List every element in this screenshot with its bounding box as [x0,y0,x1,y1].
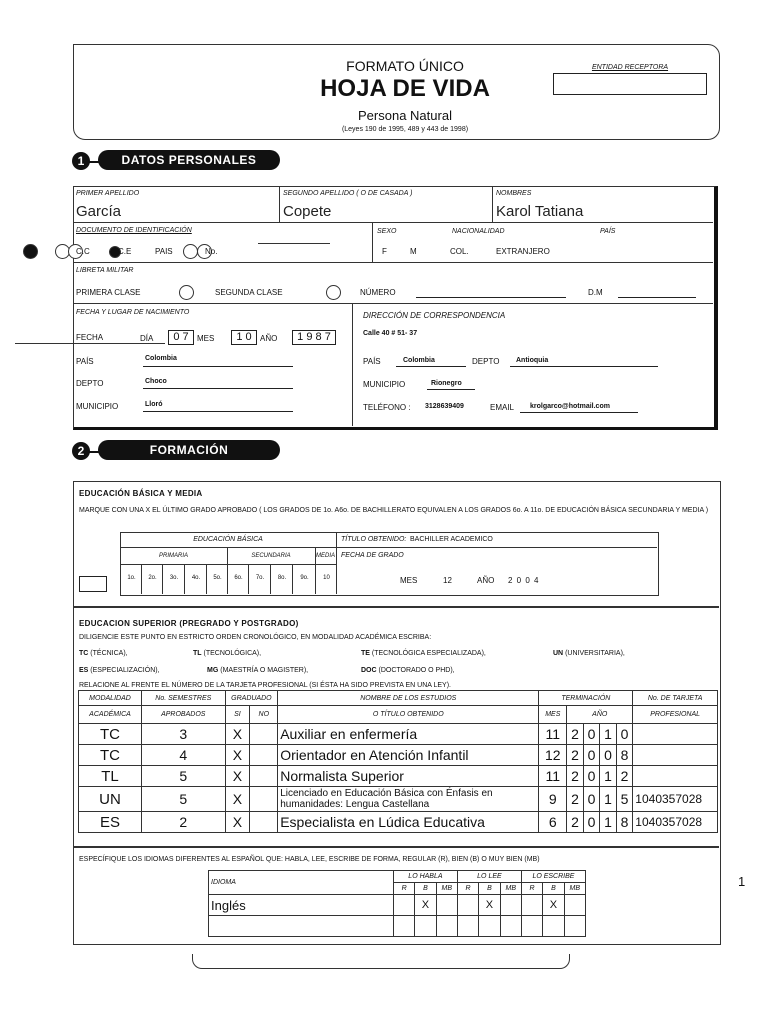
idioma-mark-cell[interactable]: X [543,895,564,916]
anio-4-cell[interactable]: 5 [616,787,633,812]
terminacion-mes-cell[interactable]: 12 [539,745,567,766]
nombre-estudios-cell[interactable]: Licenciado en Educación Básica con Énfasis en humanidades: Lengua Castellana [278,787,539,812]
lo-escribe: LO ESCRIBE [521,871,585,883]
anio-1-cell[interactable]: 2 [567,766,584,787]
depto-corr-line [510,366,658,367]
idioma-col: IDIOMA [209,871,394,895]
doc-ce-label: C.E [118,247,132,256]
doc-no-label: No. [205,247,218,256]
tarjeta-profesional-cell[interactable] [633,724,718,745]
terminacion-mes-cell[interactable]: 11 [539,724,567,745]
mod-un-desc: (UNIVERSITARIA), [565,650,625,657]
anio-4-cell[interactable]: 2 [616,766,633,787]
graduado-si-cell[interactable]: X [225,766,250,787]
mod-mg-desc: (MAESTRÍA O MAGISTER), [220,667,309,674]
mes-label: MES [197,334,215,343]
anio-3-cell[interactable]: 1 [600,787,617,812]
basica-instr: MARQUE CON UNA X EL ÚLTIMO GRADO APROBADO ( LOS GRADOS DE 1o. A6o. DE BACHILLERATO EQUIVALEN A LOS GRADOS 6o. A 11o. DE EDUCACIÓN BÁSICA SECUNDARIA Y MEDIA ) [79,507,709,514]
terminacion-mes-cell[interactable]: 11 [539,766,567,787]
formato-label: FORMATO ÚNICO [346,58,464,74]
idioma-mark-cell[interactable] [457,895,478,916]
section1-title: DATOS PERSONALES [98,150,280,170]
email-value[interactable]: krolgarco@hotmail.com [530,403,610,410]
section2-title: FORMACIÓN ACADÉMICA [98,440,280,460]
terminacion-mes-cell[interactable]: 9 [539,787,567,812]
divider [120,547,657,548]
grado-cell[interactable]: 8o. [270,564,293,594]
municipio-corr-value[interactable]: Rionegro [431,380,462,387]
municipio-nac-value[interactable]: Lloró [145,401,163,408]
anio-2-cell[interactable]: 0 [583,724,600,745]
graduado-no-cell[interactable] [250,745,278,766]
email-label: EMAIL [490,403,515,412]
mod-line-1 [79,650,709,657]
col-mes: MES [539,706,567,724]
idioma-mark-cell[interactable] [393,895,414,916]
graduado-no-cell[interactable] [250,724,278,745]
telefono-label: TELÉFONO : [363,403,411,412]
col-semestres: No. SEMESTRES [141,691,225,706]
semestres-cell[interactable]: 4 [141,745,225,766]
nombres-value[interactable]: Karol Tatiana [496,203,584,220]
anio-2-cell[interactable]: 0 [583,812,600,833]
dia-field[interactable]: 0 7 [168,330,194,345]
nac-extranjero[interactable]: EXTRANJERO [496,247,550,256]
telefono-value[interactable]: 3128639409 [425,403,464,410]
divider [73,606,719,608]
mod-cell[interactable]: TL [79,766,142,787]
mod-te: TE [361,650,370,657]
nombre-estudios-cell[interactable]: Normalista Superior [278,766,539,787]
escribe-mb: MB [564,883,585,895]
idioma-row-empty [209,916,586,937]
sexo-f[interactable]: F [382,247,387,256]
sexo-m[interactable]: M [410,247,417,256]
segundo-apellido-value[interactable]: Copete [283,203,332,220]
superior-instr: DILIGENCIE ESTE PUNTO EN ESTRICTO ORDEN CRONOLÓGICO, EN MODALIDAD ACADÉMICA ESCRIBA: [79,634,432,641]
anio-2-cell[interactable]: 0 [583,745,600,766]
email-line [520,412,638,413]
table-row [79,745,718,766]
habla-b: B [415,883,436,895]
divider [73,303,713,304]
leyes-label: (Leyes 190 de 1995, 489 y 443 de 1998) [341,126,469,133]
anio-2-cell[interactable]: 0 [583,787,600,812]
nombres-label: NOMBRES [496,190,532,197]
col-anio: AÑO [567,706,633,724]
anio-4-cell[interactable]: 8 [616,812,633,833]
mod-es-desc: (ESPECIALIZACIÓN), [90,667,160,674]
depto-corr-value[interactable]: Antioquia [516,357,549,364]
divider [73,222,713,223]
mod-doc: DOC [361,667,377,674]
divider [279,186,280,222]
doc-pais-label: PAIS [155,247,173,256]
pais-corr-value[interactable]: Colombia [403,357,435,364]
anio-3-cell[interactable]: 0 [600,745,617,766]
municipio-nac-line [143,411,293,412]
col-no: NO [250,706,278,724]
tarjeta-profesional-cell[interactable] [633,745,718,766]
mod-doc-desc: (DOCTORADO O PHD), [378,667,455,674]
superior-table [78,690,718,833]
fecha-label: FECHA [76,333,104,342]
graduado-no-cell[interactable] [250,812,278,833]
anio-grado-value[interactable]: 2 0 0 4 [508,576,540,585]
dia-label: DÍA [140,334,154,343]
anio-field[interactable]: 1 9 8 7 [292,330,336,345]
lee-mb: MB [500,883,521,895]
mes-field[interactable]: 1 0 [231,330,257,345]
idiomas-instr: ESPECÍFIQUE LOS IDIOMAS DIFERENTES AL ESPAÑOL QUE: HABLA, LEE, ESCRIBE DE FORMA, REGULAR (R), BIEN (B) O MUY BIEN (MB) [79,856,540,863]
semestres-cell[interactable]: 5 [141,787,225,812]
anio-3-cell[interactable]: 1 [600,766,617,787]
primera-clase-label: PRIMERA CLASE [76,288,141,297]
nombre-estudios-cell[interactable]: Especialista en Lúdica Educativa [278,812,539,833]
pais-nac-line [143,366,293,367]
col-modalidad: MODALIDAD [79,691,142,706]
doc-label: DOCUMENTO DE IDENTIFICACIÓN [76,227,192,234]
doc-cc-marker [23,244,38,259]
col-terminacion: TERMINACIÓN [539,691,633,706]
anio-4-cell[interactable]: 8 [616,745,633,766]
mod-es: ES [79,667,89,674]
depto-nac-label: DEPTO [76,379,104,388]
entidad-field[interactable] [553,73,707,95]
doc-line [258,243,330,244]
page-title: HOJA DE VIDA [320,75,490,102]
depto-nac-line [143,388,293,389]
primaria-header: PRIMARIA [158,553,188,559]
media-header: MEDIA [315,553,335,559]
bottom-tab [192,954,570,969]
sexo-label: SEXO [377,228,397,235]
grado-cell[interactable]: 5o. [206,564,228,594]
secundaria-header: SECUNDARIA [251,553,291,559]
tarjeta-profesional-cell[interactable]: 1040357028 [633,812,718,833]
semestres-cell[interactable]: 5 [141,766,225,787]
divider [372,222,373,262]
municipio-nac-label: MUNICIPIO [76,402,119,411]
idiomas-table [208,870,586,937]
municipio-corr-label: MUNICIPIO [363,380,406,389]
superior-title: EDUCACION SUPERIOR (PREGRADO Y POSTGRADO) [79,619,299,628]
direccion-label: DIRECCIÓN DE CORRESPONDENCIA [363,311,506,320]
section2-number: 2 [72,442,90,460]
col-si: SI [225,706,250,724]
divider [492,186,493,222]
mod-te-desc: (TECNOLÓGICA ESPECIALIZADA), [371,650,486,657]
primera-clase-radio[interactable] [179,285,194,300]
grado-cell[interactable]: 1o. [120,564,142,594]
depto-nac-value[interactable]: Choco [145,378,167,385]
page-number: 1 [738,874,746,889]
semestres-cell[interactable]: 2 [141,812,225,833]
anio-label: AÑO [260,334,278,343]
col-titulo: O TÍTULO OBTENIDO [278,706,539,724]
mod-cell[interactable]: ES [79,812,142,833]
table-row [79,766,718,787]
anio-1-cell[interactable]: 2 [567,812,584,833]
divider [73,262,713,263]
col-profesional: PROFESIONAL [633,706,718,724]
idioma-name-empty[interactable] [209,916,394,937]
tarjeta-profesional-cell[interactable] [633,766,718,787]
segunda-clase-label: SEGUNDA CLASE [215,288,283,297]
titulo-obtenido-value[interactable]: BACHILLER ACADEMICO [410,536,493,543]
mod-mg: MG [207,667,219,674]
graduado-si-cell[interactable]: X [225,787,250,812]
col-aprobados: APROBADOS [141,706,225,724]
anio-1-cell[interactable]: 2 [567,787,584,812]
fecha-lugar-label: FECHA Y LUGAR DE NACIMIENTO [76,309,190,316]
nombre-estudios-cell[interactable]: Orientador en Atención Infantil [278,745,539,766]
habla-r: R [393,883,414,895]
escribe-r: R [521,883,542,895]
lo-habla: LO HABLA [393,871,457,883]
nacionalidad-label: NACIONALIDAD [452,228,505,235]
divider [73,846,719,848]
direccion-value[interactable]: Calle 40 # 51- 37 [363,330,418,337]
habla-mb: MB [436,883,457,895]
dm-label: D.M [588,288,603,297]
idioma-mark-cell[interactable]: X [479,895,500,916]
table-row [79,787,718,812]
terminacion-mes-cell[interactable]: 6 [539,812,567,833]
primer-apellido-label: PRIMER APELLIDO [76,190,140,197]
graduado-no-cell[interactable] [250,787,278,812]
idioma-mark-cell[interactable] [500,895,521,916]
grado-marker-box[interactable] [79,576,107,592]
mod-cell[interactable]: TC [79,745,142,766]
mod-tc: TC [79,650,89,657]
table-row [79,812,718,833]
entidad-label: ENTIDAD RECEPTORA [591,64,669,71]
anio-3-cell[interactable]: 1 [600,724,617,745]
lo-lee: LO LEE [457,871,521,883]
idioma-name[interactable]: Inglés [209,895,394,916]
primer-apellido-value[interactable]: García [76,203,122,220]
mod-line-2 [79,667,709,674]
mod-tl-desc: (TECNOLÓGICA), [203,650,262,657]
col-nombre: NOMBRE DE LOS ESTUDIOS [278,691,539,706]
mod-cell[interactable]: UN [79,787,142,812]
segundo-apellido-label: SEGUNDO APELLIDO ( O DE CASADA ) [283,190,413,197]
grado-cell[interactable]: 4o. [184,564,207,594]
grado-cell[interactable]: 7o. [248,564,271,594]
escribe-b: B [543,883,564,895]
anio-2-cell[interactable]: 0 [583,766,600,787]
section1-number: 1 [72,152,90,170]
mes-grado-value[interactable]: 12 [443,576,452,585]
mod-tc-desc: (TÉCNICA), [90,650,128,657]
mod-cell[interactable]: TC [79,724,142,745]
dm-line[interactable] [618,297,696,298]
graduado-si-cell[interactable]: X [225,724,250,745]
grado-cell[interactable]: 3o. [162,564,185,594]
grado-cell[interactable]: 2o. [141,564,163,594]
doc-cc-label: C.C [76,247,90,256]
nombre-estudios-cell[interactable]: Auxiliar en enfermería [278,724,539,745]
grado-cell[interactable]: 10 [315,564,337,594]
basica-title: EDUCACIÓN BÁSICA Y MEDIA [79,489,203,498]
graduado-si-cell[interactable]: X [225,812,250,833]
anio-3-cell[interactable]: 1 [600,812,617,833]
mod-un: UN [553,650,564,657]
titulo-obtenido-label: TÍTULO OBTENIDO: [341,536,407,543]
pais-label: PAÍS [600,228,616,235]
idioma-mark-cell[interactable]: X [415,895,436,916]
lee-r: R [457,883,478,895]
anio-4-cell[interactable]: 0 [616,724,633,745]
mes-grado-label: MES [400,576,418,585]
numero-label: NÚMERO [360,288,396,297]
anio-1-cell[interactable]: 2 [567,745,584,766]
col-graduado: GRADUADO [225,691,278,706]
pais-nac-value[interactable]: Colombia [145,355,177,362]
idioma-mark-cell[interactable] [521,895,542,916]
pais-corr-label: PAÍS [363,357,381,366]
nac-col[interactable]: COL. [450,247,469,256]
tarjeta-profesional-cell[interactable]: 1040357028 [633,787,718,812]
fecha-grado-label: FECHA DE GRADO [341,552,404,559]
libreta-label: LIBRETA MILITAR [76,267,134,274]
mod-tl: TL [193,650,202,657]
idioma-mark-cell[interactable] [564,895,585,916]
grado-cell[interactable]: 9o. [292,564,316,594]
edu-basica-header: EDUCACIÓN BÁSICA [193,536,263,543]
municipio-corr-line [427,389,475,390]
semestres-cell[interactable]: 3 [141,724,225,745]
graduado-no-cell[interactable] [250,766,278,787]
lee-b: B [479,883,500,895]
grado-cell[interactable]: 6o. [227,564,249,594]
table-row [79,724,718,745]
col-tarjeta: No. DE TARJETA [633,691,718,706]
graduado-si-cell[interactable]: X [225,745,250,766]
pais-nac-label: PAÍS [76,357,94,366]
depto-corr-label: DEPTO [472,357,500,366]
side-line [15,343,165,344]
divider [352,303,353,426]
anio-1-cell[interactable]: 2 [567,724,584,745]
col-academica: ACADÉMICA [79,706,142,724]
relacione-text: RELACIONE AL FRENTE EL NÚMERO DE LA TARJETA PROFESIONAL (SI ÉSTA HA SIDO PREVISTA EN UNA LEY). [79,682,452,689]
idioma-row [209,895,586,916]
numero-line[interactable] [416,297,566,298]
anio-grado-label: AÑO [477,576,495,585]
subtitle: Persona Natural [358,108,452,123]
segunda-clase-radio[interactable] [326,285,341,300]
idioma-mark-cell[interactable] [436,895,457,916]
pais-corr-line [396,366,466,367]
doc-pais-radio[interactable] [183,244,198,259]
